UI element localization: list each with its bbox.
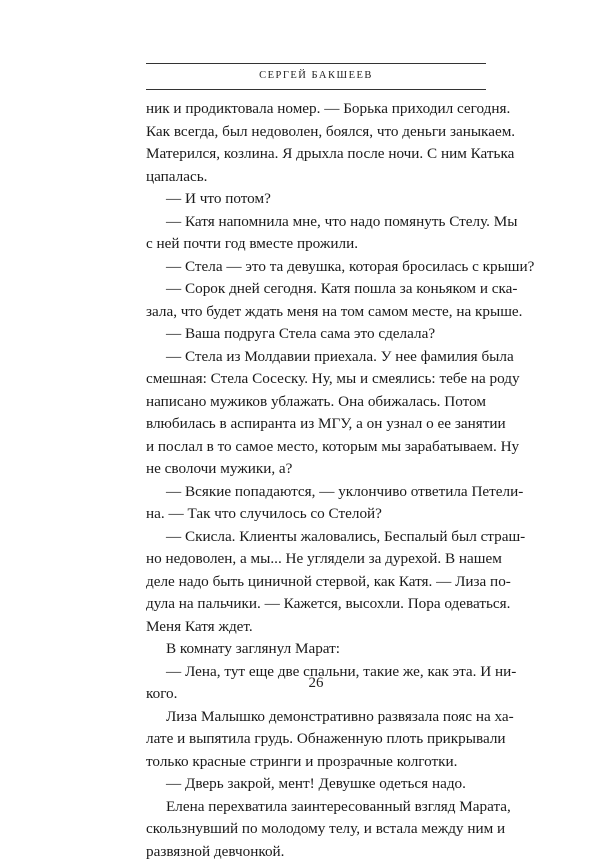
running-head-author: СЕРГЕЙ БАКШЕЕВ [146,70,486,81]
text-line: В комнату заглянул Марат: [146,638,486,661]
text-line: и послал в то самое место, которым мы зарабатываем. Ну [146,436,486,459]
text-line: — Всякие попадаются, — уклончиво ответила Петели- [146,481,486,504]
text-line: Елена перехватила заинтересованный взгляд Марата, [146,796,486,819]
page-body-text [146,98,486,863]
header-rule-top [146,63,486,64]
text-line: только красные стринги и прозрачные колготки. [146,751,486,774]
text-line: — Скисла. Клиенты жаловались, Беспалый был страш- [146,526,486,549]
text-line: смешная: Стела Сосеску. Ну, мы и смеялись: тебе на роду [146,368,486,391]
text-line: Лиза Малышко демонстративно развязала пояс на ха- [146,706,486,729]
text-line: на. — Так что случилось со Стелой? [146,503,486,526]
text-line: — Сорок дней сегодня. Катя пошла за коньяком и ска- [146,278,486,301]
text-line: Матерился, козлина. Я дрыхла после ночи. С ним Катька [146,143,486,166]
text-line: скользнувший по молодому телу, и встала между ним и [146,818,486,841]
text-line: влюбилась в аспиранта из МГУ, а он узнал о ее занятии [146,413,486,436]
text-line: — Ваша подруга Стела сама это сделала? [146,323,486,346]
text-line: но недоволен, а мы... Не углядели за дурехой. В нашем [146,548,486,571]
text-line: не сволочи мужики, а? [146,458,486,481]
text-line: дула на пальчики. — Кажется, высохли. Пора одеваться. [146,593,486,616]
text-line: Как всегда, был недоволен, боялся, что деньги заныкаем. [146,121,486,144]
text-line: деле надо быть циничной стервой, как Катя. — Лиза по- [146,571,486,594]
text-line: — И что потом? [146,188,486,211]
text-line: цапалась. [146,166,486,189]
text-line: кого. [146,683,486,706]
text-line: — Катя напомнила мне, что надо помянуть Стелу. Мы [146,211,486,234]
text-line: Меня Катя ждет. [146,616,486,639]
text-line: с ней почти год вместе прожили. [146,233,486,256]
page-number: 26 [146,675,486,692]
text-line: лате и выпятила грудь. Обнаженную плоть прикрывали [146,728,486,751]
text-line: развязной девчонкой. [146,841,486,863]
text-line: — Стела — это та девушка, которая бросилась с крыши? [146,256,486,279]
text-line: написано мужиков ублажать. Она обижалась. Потом [146,391,486,414]
header-rule-bottom [146,89,486,90]
text-line: — Дверь закрой, мент! Девушке одеться надо. [146,773,486,796]
text-line: ник и продиктовала номер. — Борька приходил сегодня. [146,98,486,121]
text-line: — Лена, тут еще две спальни, такие же, как эта. И ни- [146,661,486,684]
text-line: зала, что будет ждать меня на том самом месте, на крыше. [146,301,486,324]
text-line: — Стела из Молдавии приехала. У нее фамилия была [146,346,486,369]
